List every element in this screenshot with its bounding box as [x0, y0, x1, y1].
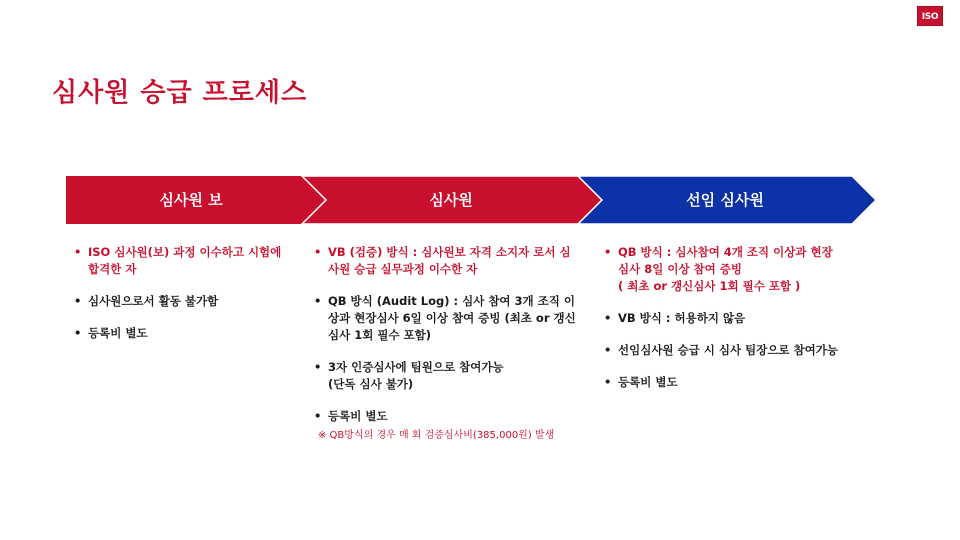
list-item: • 등록비 별도 — [604, 374, 842, 391]
auditor-trainee-requirements — [74, 244, 292, 357]
auditor-requirements — [314, 244, 576, 440]
qb-fee-note: ※ QB방식의 경우 매 회 검증심사비(385,000원) 발생 — [318, 430, 555, 441]
list-item — [604, 244, 842, 295]
list-item: • 심사원으로서 활동 불가함 — [74, 293, 292, 310]
stage-label-auditor-trainee: 심사원 보 — [159, 191, 223, 209]
list-item-text: QB 방식 : 심사참여 4개 조직 이상과 현장 심사 8일 이상 참여 증빙 — [618, 245, 833, 276]
list-item — [314, 359, 576, 393]
list-item-subtext: (단독 심사 불가) — [328, 377, 414, 391]
list-item: • 등록비 별도 — [74, 325, 292, 342]
list-item: • VB 방식 : 허용하지 않음 — [604, 310, 842, 327]
iso-logo: ISO — [917, 6, 943, 26]
list-item: • VB (검증) 방식 : 심사원보 자격 소지자 로서 심사원 승급 실무과정 이수한 자 — [314, 244, 576, 278]
page-title: 심사원 승급 프로세스 — [52, 78, 308, 108]
stage-label-lead-auditor: 선임 심사원 — [686, 191, 764, 209]
list-item: • 등록비 별도 — [314, 408, 576, 425]
lead-auditor-requirements — [604, 244, 842, 406]
list-item: • ISO 심사원(보) 과정 이수하고 시험에 합격한 자 — [74, 244, 292, 278]
list-item-text: 3자 인증심사에 팀원으로 참여가능 — [328, 360, 504, 374]
list-item-subtext: ( 최초 or 갱신심사 1회 필수 포함 ) — [618, 279, 801, 293]
list-item: • QB 방식 (Audit Log) : 심사 참여 3개 조직 이상과 현장심사 6일 이상 참여 증빙 (최초 or 갱신심사 1회 필수 포함) — [314, 293, 576, 344]
list-item: • 선임심사원 승급 시 심사 팀장으로 참여가능 — [604, 342, 842, 359]
stage-label-auditor: 심사원 — [429, 191, 473, 209]
